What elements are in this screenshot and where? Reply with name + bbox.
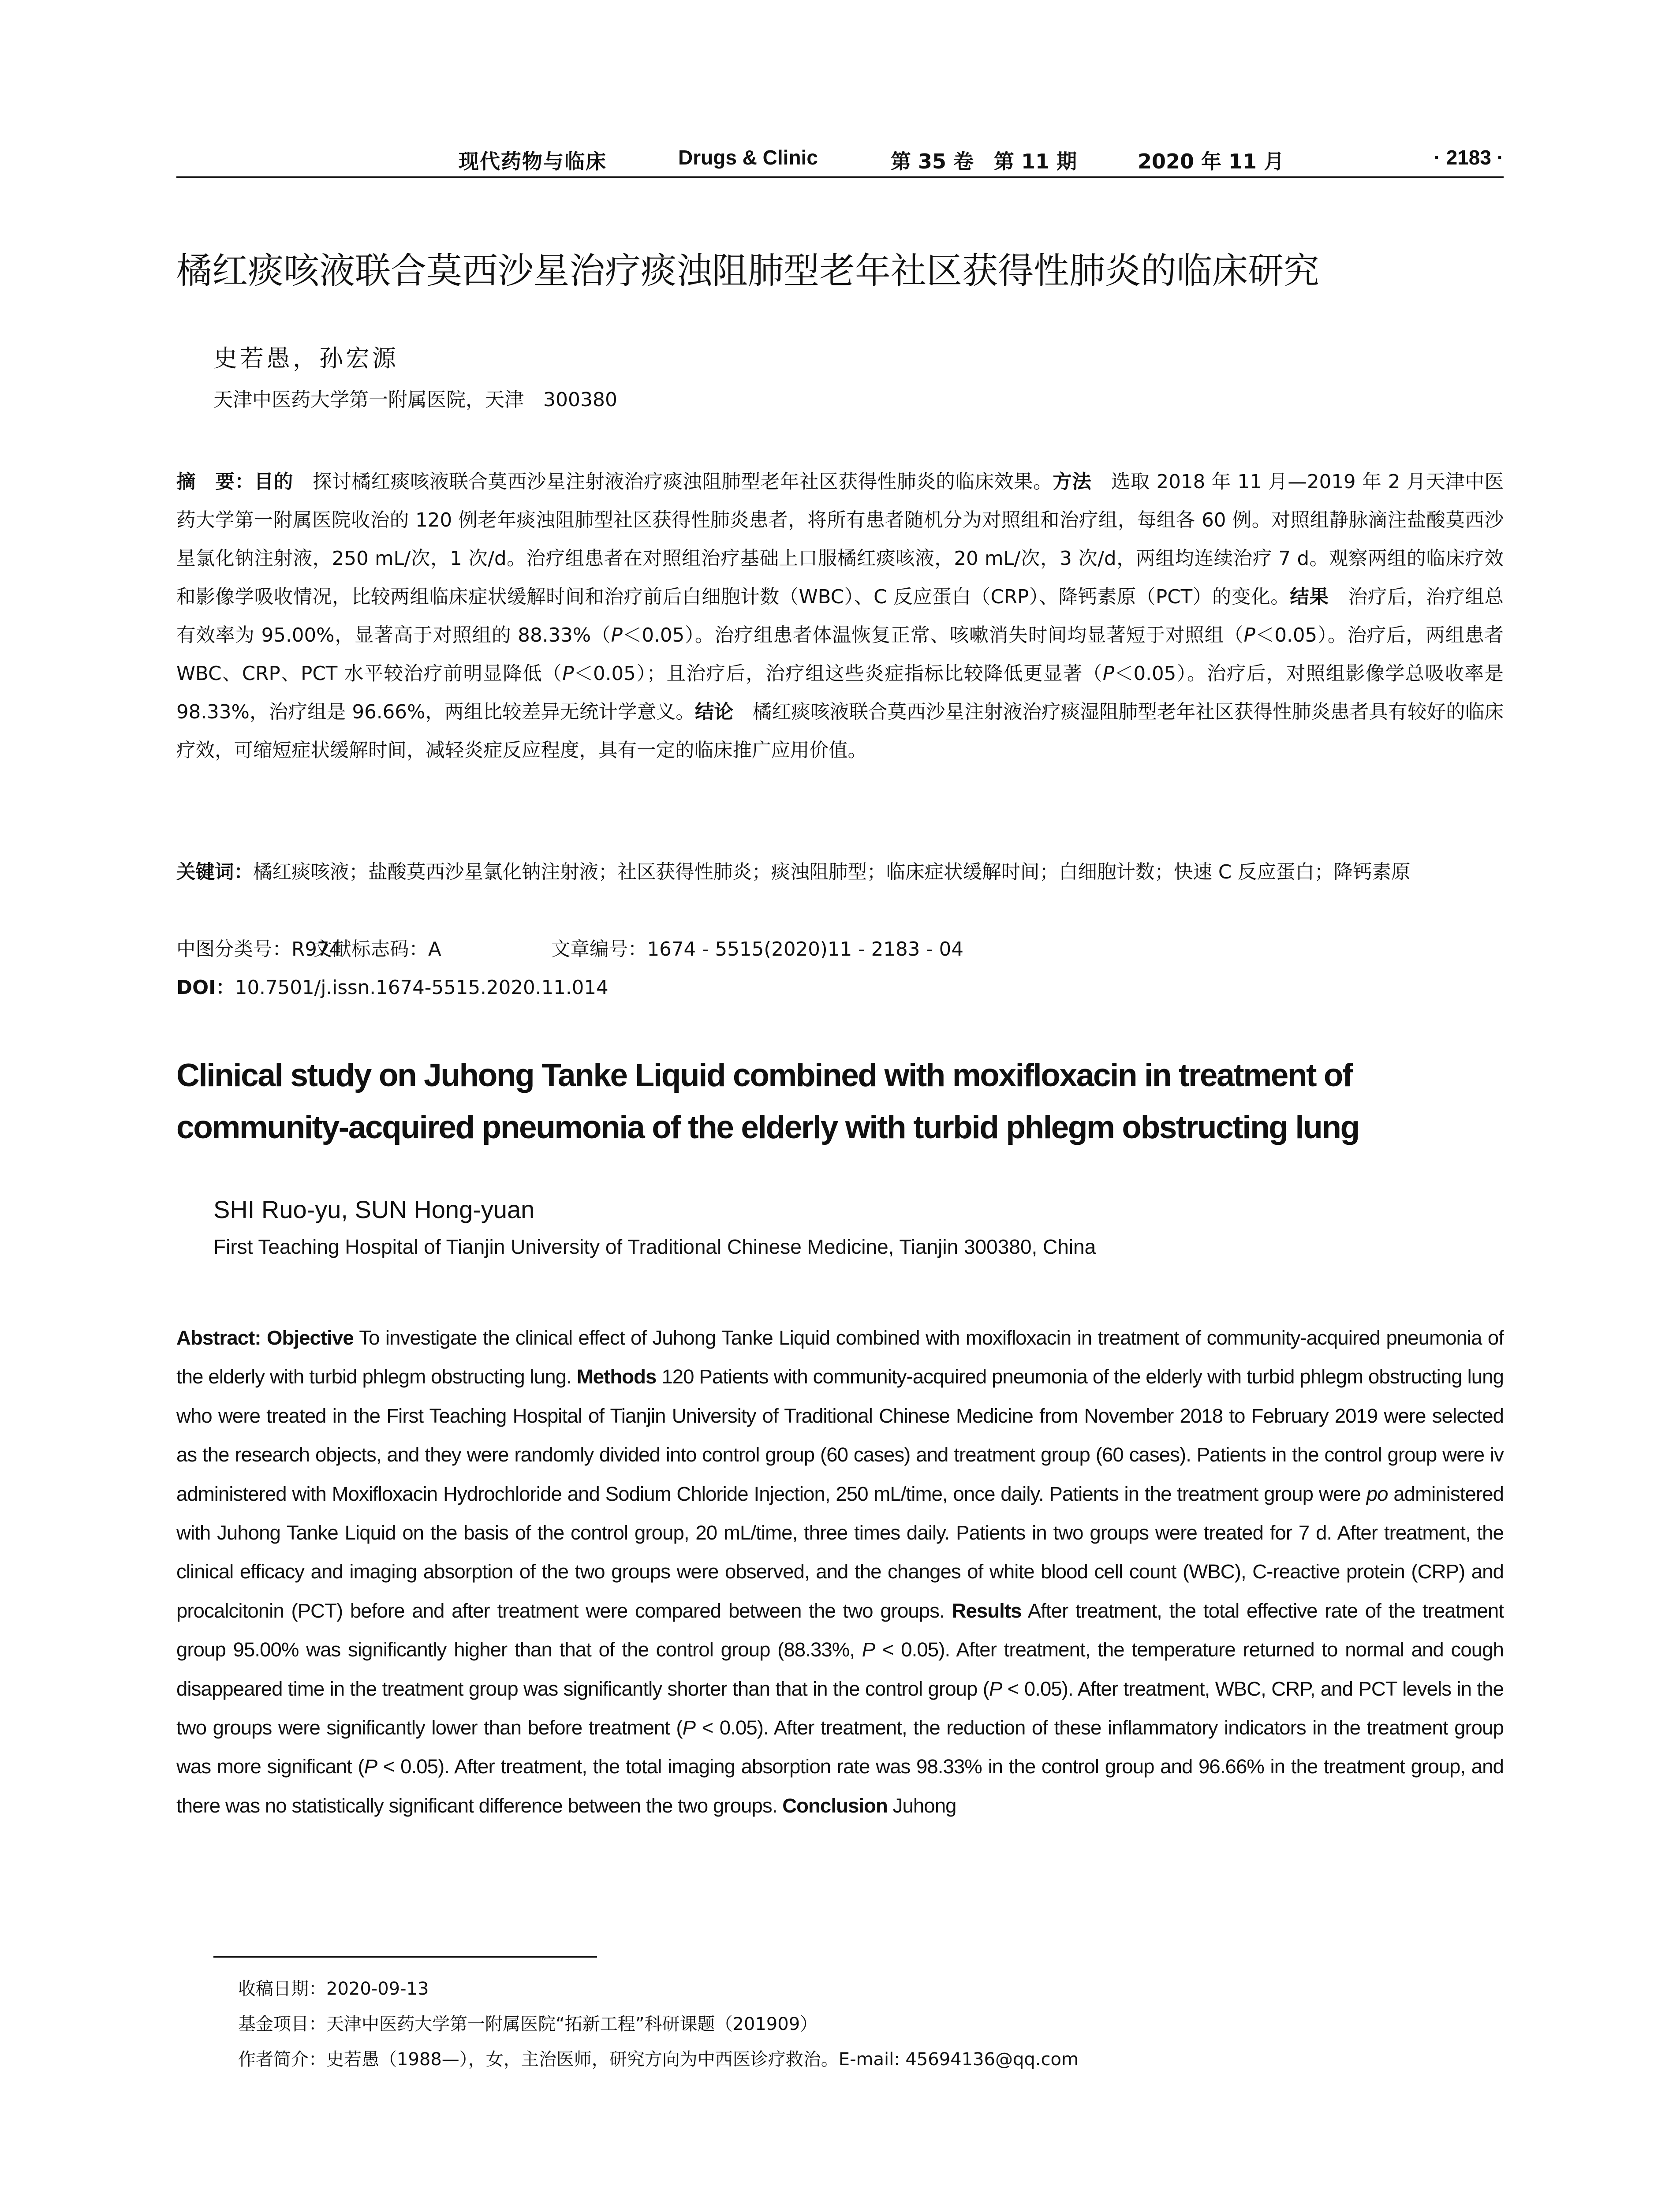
conclusion-label-en: Conclusion [782,1794,888,1817]
abstract-en-label: Abstract: Objective [176,1327,354,1349]
results-cn-2: ＜0.05）。治疗组患者体温恢复正常、咳嗽消失时间均显著短于对照组（ [622,624,1244,647]
journal-name-cn: 现代药物与临床 [459,149,607,173]
p-value-symbol: P [562,663,574,685]
results-label-cn: 结果 [1290,586,1329,608]
methods-label-cn: 方法 [1053,471,1092,493]
p-value-symbol: P [989,1677,1002,1700]
affiliation-cn: 天津中医药大学第一附属医院，天津 300380 [213,389,617,411]
po-italic: po [1366,1482,1388,1505]
p-value-symbol: P [1243,624,1255,647]
document-code: 文献标志码：A [313,938,441,960]
doi-label: DOI： [176,977,235,999]
objective-label-cn: 目的 [254,471,293,493]
results-en-5: < 0.05). After treatment, the total imaging absorption rate was 98.33% in the control group and 96.66% in the treatment group, and there was no statistically significant difference between the two groups. [176,1755,1504,1817]
conclusion-label-cn: 结论 [694,701,734,723]
conclusion-en: Juhong [887,1794,956,1817]
author-bio-text: 史若愚（1988—），女，主治医师，研究方向为中西医诊疗救治。E-mail: 45694136@qq.com [326,2049,1079,2070]
title-en: Clinical study on Juhong Tanke Liquid combined with moxifloxacin in treatment of community-acquired pneumonia of the elderly with turbid phlegm obstructing lung [176,1058,1359,1145]
doi-line [176,969,1504,1007]
results-cn-3: ＜0.05）。治疗后，两组患者 WBC、CRP、PCT 水平较治疗前明显降低（ [176,624,1504,685]
p-value-symbol: P [862,1638,875,1661]
page-number: · 2183 · [1434,146,1504,169]
abstract-cn-label: 摘 要： [176,471,254,493]
classification-line [176,931,1504,969]
running-header [176,141,1504,174]
conclusion-cn: 橘红痰咳液联合莫西沙星注射液治疗痰湿阻肺型老年社区获得性肺炎患者具有较好的临床疗效，可缩短症状缓解时间，减轻炎症反应程度，具有一定的临床推广应用价值。 [176,701,1504,762]
affiliation-en: First Teaching Hospital of Tianjin University of Traditional Chinese Medicine, Tianjin 300380, China [213,1235,1096,1258]
methods-cn: 选取 2018 年 11 月—2019 年 2 月天津中医药大学第一附属医院收治的 120 例老年痰浊阻肺型社区获得性肺炎患者，将所有患者随机分为对照组和治疗组，每组各 60 例。对照组静脉滴注盐酸莫西沙星氯化钠注射液，250 mL/次，1 次/d。治疗组患者在对照组治疗基础上口服橘红痰咳液，20 mL/次，3 次/d，两组均连续治疗 7 d。观察两组的临床疗效和影像学吸收情况，比较两组临床症状缓解时间和治疗前后白细胞计数（WBC）、C 反应蛋白（CRP）、降钙素原（PCT）的变化。 [176,471,1504,608]
title-cn: 橘红痰咳液联合莫西沙星治疗痰浊阻肺型老年社区获得性肺炎的临床研究 [176,250,1320,292]
methods-en-1: 120 Patients with community-acquired pneumonia of the elderly with turbid phlegm obstructing lung who were treated in the First Teaching Hospital of Tianjin University of Traditional Chinese Medicine from November 2018 to February 2019 were selected as the research objects, and they were randomly divided into control group (60 cases) and treatment group (60 cases). Patients in the control group were iv administered with Moxifloxacin Hydrochloride and Sodium Chloride Injection, 250 mL/time, once daily. Patients in the treatment group were [176,1365,1504,1505]
authors-en: SHI Ruo-yu, SUN Hong-yuan [213,1196,535,1223]
footnotes [238,1971,1079,2077]
p-value-symbol: P [364,1755,377,1778]
keywords-cn [176,853,1504,892]
article-number: 文章编号：1674 - 5515(2020)11 - 2183 - 04 [551,938,964,960]
author-bio [238,2042,1079,2077]
p-value-symbol: P [1102,663,1114,685]
header-rule [176,176,1504,178]
results-cn-5: ＜0.05）。治疗后，对照组影像学总吸收率是 98.33%，治疗组是 96.66%，两组比较差异无统计学意义。 [176,663,1504,723]
fund-info: 基金项目：天津中医药大学第一附属医院“拓新工程”科研课题（201909） [238,2014,818,2034]
footnote-rule [213,1956,597,1958]
methods-en-2: administered with Juhong Tanke Liquid on the basis of the control group, 20 mL/time, three times daily. Patients in two groups were treated for 7 d. After treatment, the clinical efficacy and imaging absorption of the two groups were observed, and the changes of white blood cell count (WBC), C-reactive protein (CRP) and procalcitonin (PCT) before and after treatment were compared between the two groups. [176,1482,1504,1622]
objective-cn: 探讨橘红痰咳液联合莫西沙星注射液治疗痰浊阻肺型老年社区获得性肺炎的临床效果。 [293,471,1053,493]
results-en-4: < 0.05). After treatment, the reduction of these inflammatory indicators in the treatment group was more significant ( [176,1716,1504,1778]
results-en-1: After treatment, the total effective rate of the treatment group 95.00% was significantly higher than that of the control group (88.33%, [176,1599,1504,1661]
results-label-en: Results [952,1599,1022,1622]
keywords-label: 关键词： [176,861,253,883]
results-en-3: < 0.05). After treatment, WBC, CRP, and PCT levels in the two groups were significantly lower than before treatment ( [176,1677,1504,1739]
p-value-symbol: P [611,624,623,647]
journal-name-en: Drugs & Clinic [678,146,818,169]
results-cn-4: ＜0.05）；且治疗后，治疗组这些炎症指标比较降低更显著（ [574,663,1103,685]
volume-issue: 第 35 卷 第 11 期 [891,149,1077,173]
doi-value: 10.7501/j.issn.1674-5515.2020.11.014 [235,977,609,999]
p-value-symbol: P [682,1716,696,1739]
methods-label-en: Methods [576,1365,657,1388]
authors-cn: 史若愚，孙宏源 [213,344,399,372]
abstract-en [176,1319,1504,1825]
results-en-2: < 0.05). After treatment, the temperature returned to normal and cough disappeared time in the treatment group was significantly shorter than that in the control group ( [176,1638,1504,1700]
objective-en: To investigate the clinical effect of Juhong Tanke Liquid combined with moxifloxacin in treatment of community-acquired pneumonia of the elderly with turbid phlegm obstructing lung. [176,1327,1504,1388]
issue-date: 2020 年 11 月 [1138,149,1284,173]
results-cn-1: 治疗后，治疗组总有效率为 95.00%，显著高于对照组的 88.33%（ [176,586,1504,647]
author-bio-label: 作者简介： [238,2049,326,2070]
keywords-text: 橘红痰咳液；盐酸莫西沙星氯化钠注射液；社区获得性肺炎；痰浊阻肺型；临床症状缓解时间；白细胞计数；快速 C 反应蛋白；降钙素原 [253,861,1411,883]
received-date: 收稿日期：2020-09-13 [238,1979,429,1999]
abstract-cn [176,463,1504,770]
clc-number: 中图分类号：R974 [176,938,342,960]
